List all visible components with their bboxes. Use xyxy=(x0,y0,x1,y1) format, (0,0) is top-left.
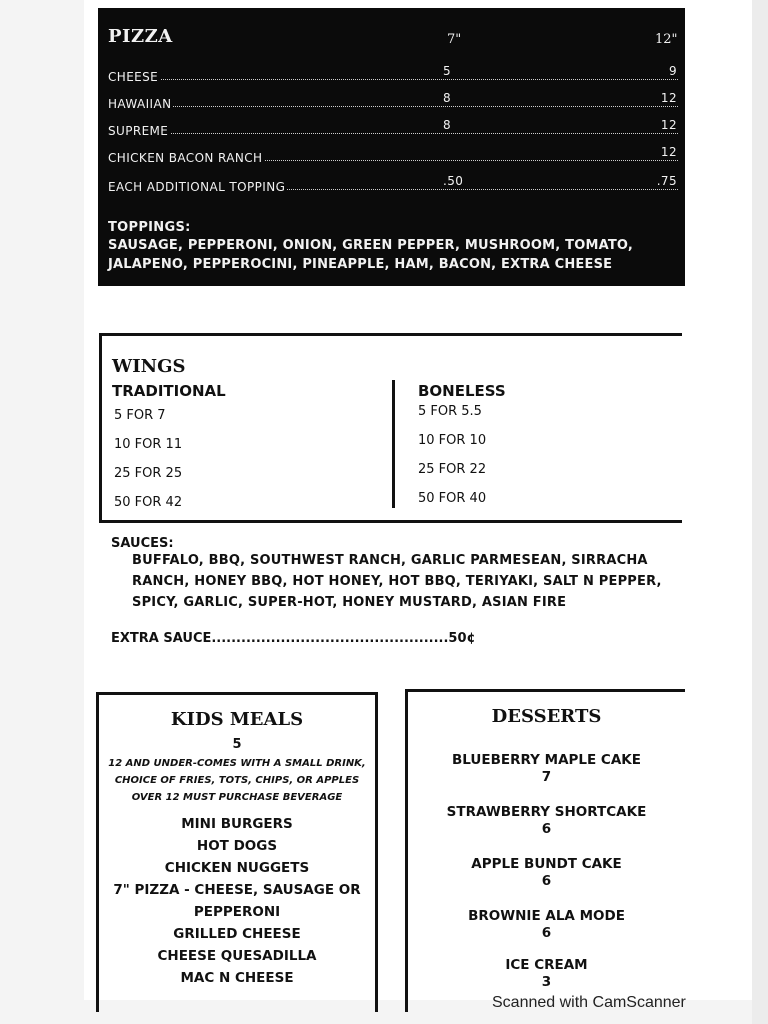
pizza-item-name: EACH ADDITIONAL TOPPING xyxy=(108,180,286,194)
traditional-row: 5 FOR 7 xyxy=(114,408,166,423)
dessert-item xyxy=(408,804,685,838)
dessert-item xyxy=(408,856,685,890)
dessert-item xyxy=(408,908,685,942)
dessert-price: 3 xyxy=(541,974,552,990)
wings-section xyxy=(99,333,682,523)
dessert-price: 7 xyxy=(541,769,552,785)
sauces-heading: SAUCES: xyxy=(111,536,174,551)
size-7-header: 7" xyxy=(447,32,462,47)
pizza-price-7: 5 xyxy=(443,64,452,78)
kids-meal-item: PEPPERONI xyxy=(193,904,281,920)
pizza-item-name: HAWAIIAN xyxy=(108,97,172,111)
kids-meal-item: CHEESE QUESADILLA xyxy=(157,948,317,964)
camscanner-watermark: Scanned with CamScanner xyxy=(492,994,686,1011)
dessert-item xyxy=(408,957,685,991)
dessert-name: STRAWBERRY SHORTCAKE xyxy=(446,804,647,820)
extra-sauce xyxy=(111,631,476,646)
kids-meals-list xyxy=(99,813,375,989)
sauces-list: BUFFALO, BBQ, SOUTHWEST RANCH, GARLIC PARMESEAN, SIRRACHA RANCH, HONEY BBQ, HOT HONEY, HOT BBQ, TERIYAKI, SALT N PEPPER, SPICY, GARLIC, SUPER-HOT, HONEY MUSTARD, ASIAN FIRE xyxy=(132,553,662,610)
dessert-name: APPLE BUNDT CAKE xyxy=(471,856,622,872)
traditional-row: 25 FOR 25 xyxy=(114,466,183,481)
kids-meals-price: 5 xyxy=(232,737,242,752)
pizza-item-name: CHEESE xyxy=(108,70,159,84)
kids-meals-section xyxy=(96,692,378,1012)
pizza-row xyxy=(108,174,678,198)
kids-note-line: 12 AND UNDER-COMES WITH A SMALL DRINK, xyxy=(108,758,366,769)
extra-sauce-label: EXTRA SAUCE................................................ xyxy=(111,631,449,646)
traditional-heading: TRADITIONAL xyxy=(112,382,226,400)
toppings-heading: TOPPINGS: xyxy=(108,220,191,235)
wings-divider xyxy=(392,380,395,508)
pizza-price-7: 8 xyxy=(443,118,452,132)
kids-meals-title: KIDS MEALS xyxy=(170,709,304,730)
kids-note-line: OVER 12 MUST PURCHASE BEVERAGE xyxy=(131,792,343,803)
extra-sauce-price: 50¢ xyxy=(448,631,476,646)
pizza-price-7: .50 xyxy=(443,174,464,188)
kids-meal-item: GRILLED CHEESE xyxy=(173,926,301,942)
boneless-row: 10 FOR 10 xyxy=(418,433,487,448)
boneless-row: 5 FOR 5.5 xyxy=(418,404,482,419)
scan-edge xyxy=(752,0,768,1024)
pizza-price-12: 12 xyxy=(660,91,677,105)
kids-meal-item: CHICKEN NUGGETS xyxy=(164,860,310,876)
pizza-row xyxy=(108,145,678,169)
boneless-row: 50 FOR 40 xyxy=(418,491,487,506)
kids-meal-item: MINI BURGERS xyxy=(181,816,293,832)
pizza-price-12: 12 xyxy=(660,118,677,132)
pizza-price-7: 8 xyxy=(443,91,452,105)
traditional-row: 10 FOR 11 xyxy=(114,437,183,452)
pizza-row xyxy=(108,64,678,88)
kids-note-line: CHOICE OF FRIES, TOTS, CHIPS, OR APPLES xyxy=(114,775,360,786)
dessert-name: BLUEBERRY MAPLE CAKE xyxy=(452,752,641,768)
desserts-section xyxy=(405,689,685,1012)
traditional-row: 50 FOR 42 xyxy=(114,495,183,510)
kids-meals-note xyxy=(105,755,369,806)
toppings-list: SAUSAGE, PEPPERONI, ONION, GREEN PEPPER, MUSHROOM, TOMATO, JALAPENO, PEPPEROCINI, PINEAPPLE, HAM, BACON, EXTRA CHEESE xyxy=(108,238,634,272)
boneless-heading: BONELESS xyxy=(418,382,506,400)
pizza-item-name: SUPREME xyxy=(108,124,169,138)
pizza-item-name: CHICKEN BACON RANCH xyxy=(108,151,263,165)
pizza-row xyxy=(108,91,678,115)
pizza-price-12: 9 xyxy=(668,64,677,78)
kids-meal-item: MAC N CHEESE xyxy=(180,970,294,986)
dessert-name: BROWNIE ALA MODE xyxy=(468,908,625,924)
kids-meal-item: 7" PIZZA - CHEESE, SAUSAGE OR xyxy=(113,882,361,898)
wings-title: WINGS xyxy=(112,356,186,377)
dessert-price: 6 xyxy=(541,925,552,941)
dessert-price: 6 xyxy=(541,821,552,837)
size-12-header: 12" xyxy=(655,32,678,47)
kids-meal-item: HOT DOGS xyxy=(196,838,278,854)
pizza-price-12: .75 xyxy=(656,174,677,188)
pizza-section xyxy=(98,8,685,286)
pizza-title: PIZZA xyxy=(108,26,173,47)
pizza-price-12: 12 xyxy=(660,145,677,159)
pizza-row xyxy=(108,118,678,142)
dessert-item xyxy=(408,752,685,786)
desserts-title: DESSERTS xyxy=(491,706,602,727)
boneless-row: 25 FOR 22 xyxy=(418,462,487,477)
dessert-name: ICE CREAM xyxy=(505,957,588,973)
dessert-price: 6 xyxy=(541,873,552,889)
